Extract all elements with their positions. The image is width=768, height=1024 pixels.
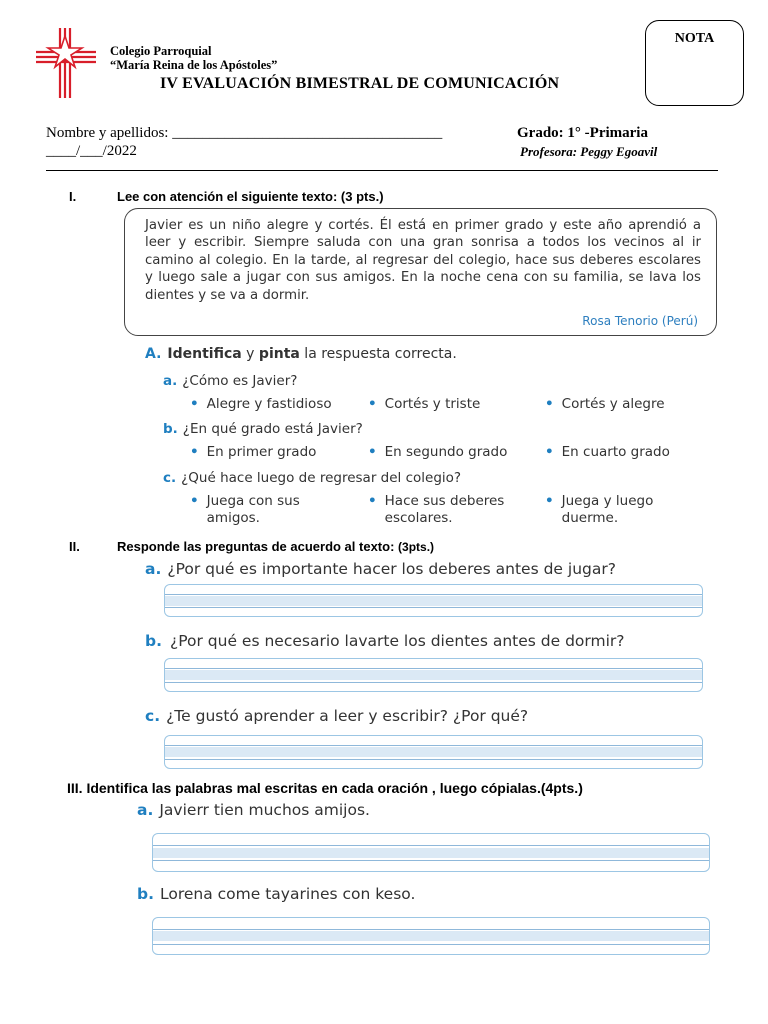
mc-question-c	[163, 470, 461, 486]
option-b-3[interactable]: • En cuarto grado	[545, 444, 670, 460]
option-label: Alegre y fastidioso	[206, 396, 332, 412]
option-c-2[interactable]: • Hace sus deberes escolares.	[368, 493, 528, 527]
task-bold-paint: pinta	[258, 346, 300, 362]
option-label: Juega y luego duerme.	[561, 493, 654, 526]
option-c-1[interactable]: • Juega con sus amigos.	[190, 493, 340, 527]
question-letter: c.	[145, 707, 161, 725]
reading-passage: Javier es un niño alegre y cortés. Él está en primer grado y este año aprendió a leer y escribir. Siempre saluda con una gran sonrisa a todos los vecinos al ir camino al colegio. En la tarde, al regresar del colegio, hace sus deberes escolares y luego sale a jugar con sus amigos. En la noche cena con su familia, se lava los dientes y se va a dormir.	[145, 218, 701, 303]
option-label: Juega con sus amigos.	[206, 493, 300, 526]
question-letter: b.	[137, 885, 154, 903]
teacher-label: Profesora: Peggy Egoavil	[520, 144, 658, 159]
question-text: ¿Te gustó aprender a leer y escribir? ¿Por qué?	[166, 707, 529, 725]
task-rest: la respuesta correcta.	[299, 346, 457, 362]
school-subtitle: “María Reina de los Apóstoles”	[110, 58, 278, 72]
option-c-3[interactable]: • Juega y luego duerme.	[545, 493, 685, 527]
option-b-1[interactable]: • En primer grado	[190, 444, 317, 460]
section-2-title-text: Responde las preguntas de acuerdo al texto:	[117, 539, 395, 554]
option-a-3[interactable]: • Cortés y alegre	[545, 396, 665, 412]
mc-question-b	[163, 421, 363, 437]
name-field[interactable]: Nombre y apellidos: ____________________________________	[46, 125, 443, 141]
grade-label: Grado: 1° -Primaria	[517, 125, 648, 141]
grade-score-box[interactable]	[645, 20, 744, 106]
question-letter: a.	[145, 560, 162, 578]
spelling-question-b	[137, 885, 415, 903]
mc-question-a	[163, 373, 297, 389]
exam-title: IV EVALUACIÓN BIMESTRAL DE COMUNICACIÓN	[160, 75, 560, 92]
question-text: ¿Por qué es importante hacer los deberes antes de jugar?	[167, 560, 616, 578]
nota-label: NOTA	[674, 31, 715, 46]
section-2-points: (3pts.)	[398, 540, 435, 554]
question-text: ¿Cómo es Javier?	[182, 373, 298, 389]
task-instruction	[145, 346, 457, 362]
spelling-question-a	[137, 801, 370, 819]
section-3-title: III. Identifica las palabras mal escritas en cada oración , luego cópialas.(4pts.)	[67, 780, 583, 796]
header-divider	[46, 170, 718, 171]
option-a-1[interactable]: • Alegre y fastidioso	[190, 396, 332, 412]
question-text: Javierr tien muchos amijos.	[159, 801, 370, 819]
question-text: ¿Por qué es necesario lavarte los dientes antes de dormir?	[169, 632, 625, 650]
open-question-c	[145, 707, 528, 725]
question-letter: b.	[163, 421, 178, 437]
open-question-b	[145, 632, 625, 650]
question-text: ¿En qué grado está Javier?	[182, 421, 363, 437]
answer-box-c[interactable]	[164, 735, 703, 769]
question-text: ¿Qué hace luego de regresar del colegio?	[181, 470, 462, 486]
school-name: Colegio Parroquial	[110, 44, 212, 58]
option-label: En segundo grado	[384, 444, 508, 460]
section-1-title: Lee con atención el siguiente texto: (3 pts.)	[117, 189, 384, 204]
task-bold-identify: Identifica	[167, 346, 242, 362]
option-label: Cortés y triste	[384, 396, 481, 412]
reading-passage-box	[124, 208, 717, 336]
question-letter: a.	[137, 801, 154, 819]
question-letter: a.	[163, 373, 178, 389]
question-letter: c.	[163, 470, 177, 486]
option-b-2[interactable]: • En segundo grado	[368, 444, 508, 460]
answer-box-b[interactable]	[164, 658, 703, 692]
reading-author: Rosa Tenorio (Perú)	[582, 314, 698, 328]
question-text: Lorena come tayarines con keso.	[159, 885, 416, 903]
date-field[interactable]: ____/___/2022	[46, 143, 137, 159]
answer-box-a[interactable]	[164, 584, 703, 617]
open-question-a	[145, 560, 616, 578]
answer-box-spelling-a[interactable]	[152, 833, 710, 872]
section-2-number: II.	[69, 539, 80, 554]
question-letter: b.	[145, 632, 162, 650]
task-connector: y	[241, 346, 259, 362]
school-logo-cross-icon	[34, 26, 98, 100]
option-label: En primer grado	[206, 444, 317, 460]
option-a-2[interactable]: • Cortés y triste	[368, 396, 481, 412]
option-label: Cortés y alegre	[561, 396, 665, 412]
option-label: Hace sus deberes escolares.	[384, 493, 505, 526]
answer-box-spelling-b[interactable]	[152, 917, 710, 955]
task-letter: A.	[145, 346, 162, 362]
section-1-number: I.	[69, 189, 77, 204]
option-label: En cuarto grado	[561, 444, 670, 460]
section-2-title	[117, 539, 434, 554]
